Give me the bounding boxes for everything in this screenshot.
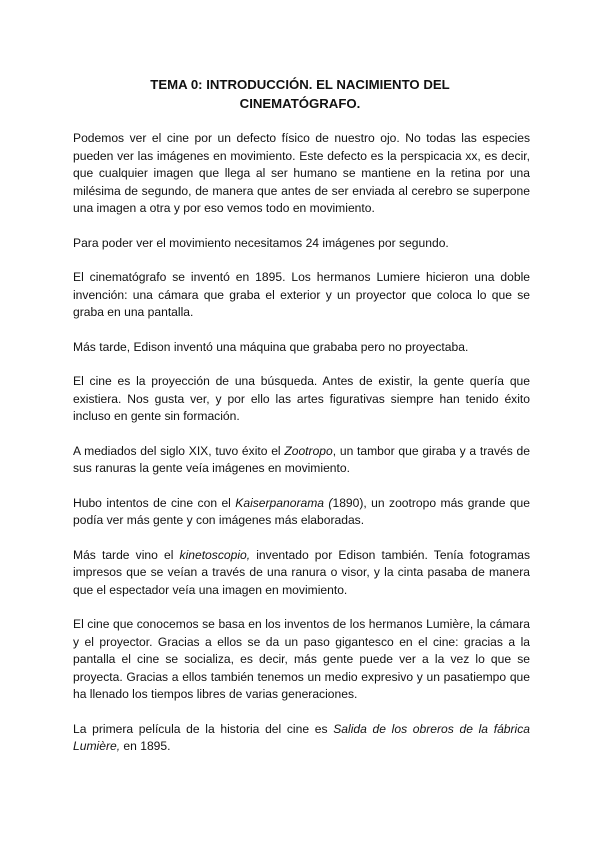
paragraph-6-text-end: , un tambor que giraba y a través de sus ranuras la gente veía imágenes en movimiento. bbox=[73, 443, 530, 475]
paragraph-7 bbox=[73, 495, 530, 530]
paragraph-4: Más tarde, Edison inventó una máquina que grababa pero no proyectaba. bbox=[73, 339, 469, 354]
paragraph-5: El cine es la proyección de una búsqueda. Antes de existir, la gente quería que existiera. Nos gusta ver, y por ello las artes figurativas siempre han tenido éxito incluso en gente sin formación. bbox=[73, 374, 530, 423]
document-body bbox=[73, 130, 530, 773]
paragraph-8 bbox=[73, 547, 530, 600]
paragraph-7-text: Hubo intentos de cine con el bbox=[73, 495, 236, 510]
paragraph-6-emphasis: Zootropo bbox=[284, 443, 333, 458]
paragraph-8-text-end: inventado por Edison también. Tenía fotogramas impresos que se veían a través de una ranura o visor, y la cinta pasaba de manera que el espectador veía una imagen en movimiento. bbox=[73, 547, 531, 597]
title-line-1: TEMA 0: INTRODUCCIÓN. EL NACIMIENTO DEL bbox=[150, 77, 450, 92]
paragraph-9: El cine que conocemos se basa en los inventos de los hermanos Lumière, la cámara y el proyector. Gracias a ellos se da un paso gigantesco en el cine: gracias a la pantalla el cine se socializa, es decir, más gente puede ver a la vez lo que se proyecta. Gracias a ellos también tenemos un medio expresivo y un pasatiempo que ha llenado los tiempos libres de varias generaciones. bbox=[73, 617, 530, 701]
title-line-2: CINEMATÓGRAFO. bbox=[239, 96, 361, 111]
paragraph-6-text: A mediados del siglo XIX, tuvo éxito el bbox=[73, 443, 285, 458]
paragraph-7-emphasis: Kaiserpanorama ( bbox=[235, 495, 333, 510]
paragraph-10-text: La primera película de la historia del cine es bbox=[73, 721, 334, 736]
document-title bbox=[110, 75, 490, 113]
paragraph-7-text-end: 1890), un zootropo más grande que podía ver más gente y con imágenes más elaboradas. bbox=[73, 495, 531, 527]
paragraph-6 bbox=[73, 443, 530, 478]
paragraph-2: Para poder ver el movimiento necesitamos 24 imágenes por segundo. bbox=[73, 235, 449, 250]
paragraph-3: El cinematógrafo se inventó en 1895. Los hermanos Lumiere hicieron una doble invención: una cámara que graba el exterior y un proyector que coloca lo que se graba en una pantalla. bbox=[73, 270, 530, 319]
paragraph-1: Podemos ver el cine por un defecto físico de nuestro ojo. No todas las especies pueden ver las imágenes en movimiento. Este defecto es la perspicacia xx, es decir, que cualquier imagen que llega al ser humano se mantiene en la retina por una milésima de segundo, de manera que antes de ser enviada al cerebro se superpone una imagen a otra y por eso vemos todo en movimiento. bbox=[73, 131, 530, 215]
paragraph-8-text: Más tarde vino el bbox=[73, 547, 180, 562]
paragraph-10-text-end: en 1895. bbox=[120, 739, 171, 753]
paragraph-10-emphasis: Salida de los obreros de la fábrica Lumière, bbox=[73, 721, 531, 753]
paragraph-8-emphasis: kinetoscopio, bbox=[179, 547, 251, 562]
paragraph-10 bbox=[73, 721, 530, 756]
